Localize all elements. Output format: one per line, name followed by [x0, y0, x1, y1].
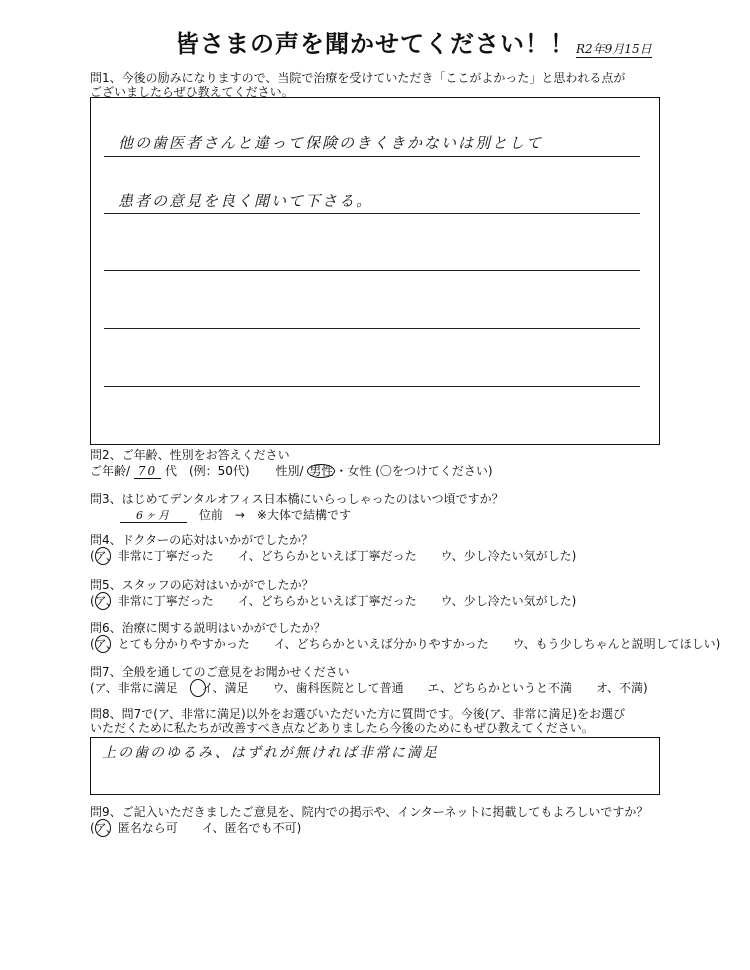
q7-selection-circle: [190, 679, 206, 697]
answer-rule: [104, 213, 640, 214]
q4-question: 問4、ドクターの応対はいかがでしたか？: [90, 533, 314, 547]
q9-question: 問9、ご記入いただきましたご意見を、院内での掲示や、インターネットに掲載してもよろしいですか？: [90, 805, 649, 819]
q8-handwritten-answer: 上の歯のゆるみ、はずれが無ければ非常に満足: [102, 745, 439, 761]
q6-selection-circle: [95, 635, 111, 653]
q9-options: (ア、匿名なら可 イ、匿名でも不可): [90, 821, 302, 835]
q5-options: (ア、非常に丁寧だった イ、どちらかといえば丁寧だった ウ、少し冷たい気がした): [90, 594, 577, 608]
q3-answer-row: [120, 508, 351, 523]
q7-question: 問7、全般を通してのご意見をお聞かせください: [90, 665, 350, 679]
date-handwritten: R2年9月15日: [576, 42, 652, 56]
q7-options: (ア、非常に満足 イ、満足 ウ、歯科医院として普通 エ、どちらかというと不満 オ、不満): [90, 681, 648, 695]
q1-handwritten-answer-line2: 患者の意見を良く聞いて下さる。: [118, 192, 374, 210]
answer-rule: [104, 386, 640, 387]
male-option-circled: 男性: [309, 464, 334, 478]
answer-rule: [104, 328, 640, 329]
q9-selection-circle: [95, 819, 111, 837]
age-suffix: 代 (例：50代): [164, 464, 250, 478]
q2-question: 問2、ご年齢、性別をお答えください: [90, 448, 290, 462]
q3-answer-handwritten: 6ヶ月: [120, 509, 187, 523]
survey-title: 皆さまの声を聞かせてください！！: [175, 30, 575, 58]
age-label: ご年齢/: [90, 464, 131, 478]
q6-options: (ア、とても分かりやすかった イ、どちらかといえば分かりやすかった ウ、もう少しちゃんと説明してほしい): [90, 637, 721, 651]
q5-selection-circle: [95, 592, 111, 610]
q2-answer-row: [90, 464, 493, 479]
female-option: 女性: [347, 464, 372, 478]
q1-question-line2: ございましたらぜひ教えてください。: [90, 85, 294, 99]
q3-suffix: 位前 → ※大体で結構です: [198, 508, 351, 522]
age-value-handwritten: 70: [134, 464, 161, 479]
q3-question: 問3、はじめてデンタルオフィス日本橋にいらっしゃったのはいつ頃ですか？: [90, 492, 504, 506]
sex-label: 性別/: [275, 464, 304, 478]
q1-handwritten-answer-line1: 他の歯医者さんと違って保険のきくきかないは別として: [118, 134, 544, 152]
q5-question: 問5、スタッフの応対はいかがでしたか？: [90, 578, 314, 592]
answer-rule: [104, 270, 640, 271]
q6-question: 問6、治療に関する説明はいかがでしたか？: [90, 621, 326, 635]
q4-selection-circle: [95, 547, 111, 565]
sex-separator: ・: [335, 464, 348, 478]
q4-options: (ア、非常に丁寧だった イ、どちらかといえば丁寧だった ウ、少し冷たい気がした): [90, 549, 577, 563]
q1-question-line1: 問1、今後の励みになりますので、当院で治療を受けていただき「ここがよかった」と思われる点が: [90, 71, 626, 85]
answer-rule: [104, 156, 640, 157]
sex-note: (〇をつけてください): [375, 464, 493, 478]
q8-question-line2: いただくために私たちが改善すべき点などありましたら今後のためにもぜひ教えてください。: [90, 721, 594, 735]
q8-question-line1: 問8、問7で(ア、非常に満足)以外をお選びいただいた方に質問です。今後(ア、非常に満足)をお選び: [90, 707, 626, 721]
